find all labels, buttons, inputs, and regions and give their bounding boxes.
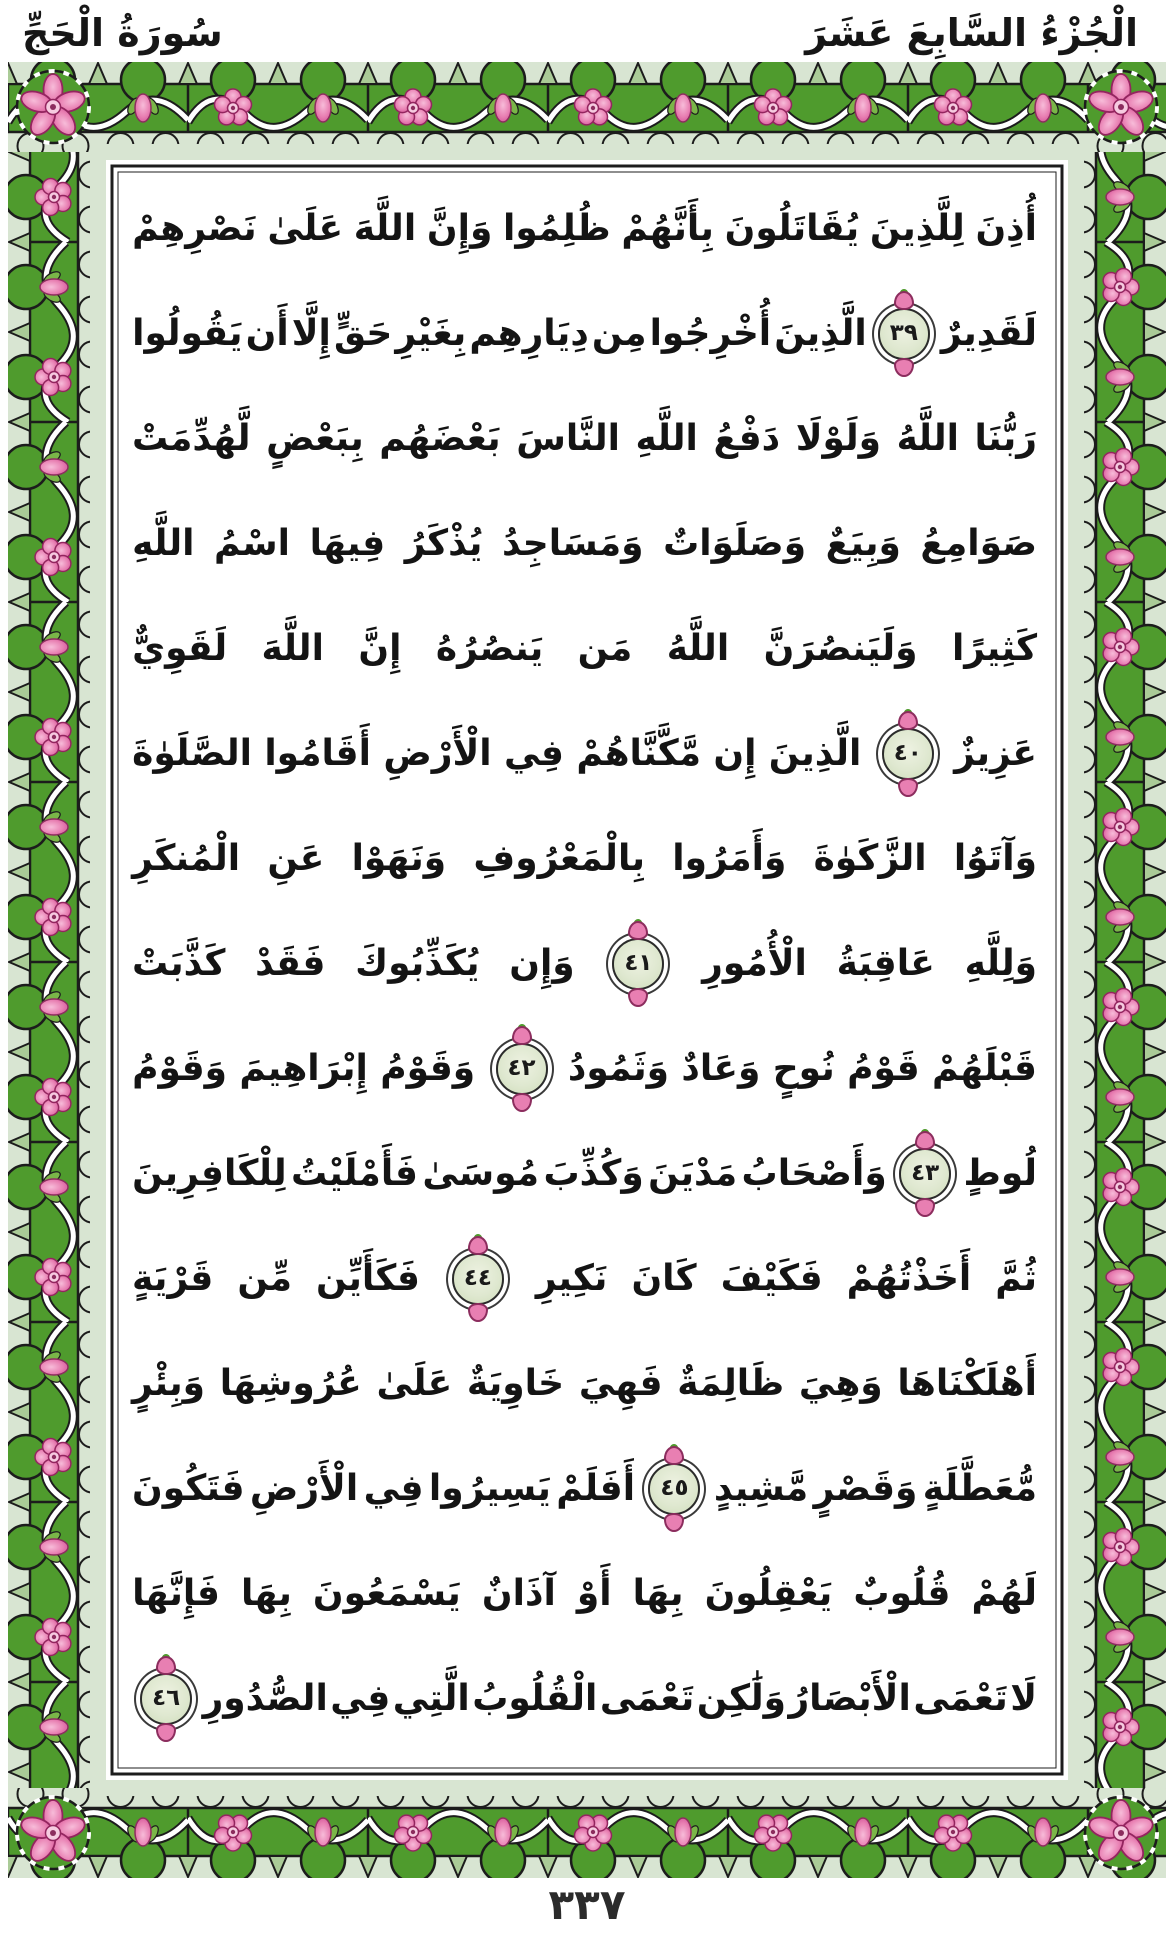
ayah-word: اللَّهِ bbox=[132, 523, 195, 564]
ayah-word: ثُمَّ bbox=[995, 1258, 1037, 1299]
ayah-word: وَقَوْمُ bbox=[132, 1048, 228, 1089]
ayah-word: الصَّلَوٰةَ bbox=[132, 733, 252, 774]
ayah-word: رَبُّنَا bbox=[974, 418, 1037, 459]
ayah-word: عَنِ bbox=[267, 838, 325, 879]
ayah-word: مِن bbox=[591, 313, 647, 354]
quran-line bbox=[132, 1646, 1037, 1751]
ayah-word: اللَّهُ bbox=[666, 628, 730, 669]
ayah-word: حَقٍّ bbox=[333, 313, 393, 354]
ayah-word: وَعَادٌ bbox=[681, 1048, 761, 1089]
surah-header-label: سُورَةُ الْحَجِّ bbox=[22, 11, 223, 55]
ayah-word: ظُلِمُوا bbox=[503, 208, 611, 249]
ayah-word: لِلَّذِينَ bbox=[869, 208, 965, 249]
ayah-number-marker bbox=[878, 308, 930, 360]
ayah-word: الْقُلُوبُ bbox=[472, 1678, 598, 1719]
ayah-word: عَزِيزٌ bbox=[954, 733, 1037, 774]
ayah-word: وَأَمَرُوا bbox=[672, 838, 787, 879]
quran-line bbox=[132, 1541, 1037, 1646]
ayah-word: نَصْرِهِمْ bbox=[132, 208, 257, 249]
ayah-word: بَعْضَهُم bbox=[379, 418, 501, 459]
ayah-word: وَإِن bbox=[509, 943, 575, 984]
ayah-word: أُخْرِجُوا bbox=[649, 313, 772, 354]
ayah-word: وَإِنَّ bbox=[426, 208, 493, 249]
ayah-word: اللَّهُ bbox=[896, 418, 959, 459]
ayah-word: يُذْكَرُ bbox=[404, 523, 483, 564]
ayah-word: عَلَىٰ bbox=[267, 208, 344, 249]
ayah-word: اسْمُ bbox=[214, 523, 291, 564]
ayah-word: عَلَىٰ bbox=[376, 1363, 453, 1404]
ayah-number: ٤٣ bbox=[911, 1160, 940, 1186]
ayah-word: يُقَاتَلُونَ bbox=[724, 208, 860, 249]
ayah-word: بِبَعْضٍ bbox=[266, 418, 364, 459]
ayah-word: وَقَوْمُ bbox=[380, 1048, 476, 1089]
border-bottom-strip bbox=[8, 1788, 1166, 1878]
ayah-word: يَسْمَعُونَ bbox=[312, 1573, 461, 1614]
ayah-number-marker bbox=[899, 1148, 951, 1200]
ayah-number: ٤٦ bbox=[152, 1685, 181, 1711]
ayah-word: وَأَصْحَابُ bbox=[741, 1153, 887, 1194]
ayah-word: الْأَرْضِ bbox=[383, 733, 492, 774]
ayah-word: الْأَبْصَارُ bbox=[788, 1678, 911, 1719]
ayah-number-marker bbox=[648, 1463, 700, 1515]
ayah-word: كَذَّبَتْ bbox=[132, 943, 226, 984]
ayah-word: ظَالِمَةٌ bbox=[677, 1363, 785, 1404]
ayah-word: يَسِيرُوا bbox=[428, 1468, 551, 1509]
ayah-word: بِهَا bbox=[241, 1573, 292, 1614]
ayah-word: وَقَصْرٍ bbox=[813, 1468, 918, 1509]
ayah-word: لَا bbox=[1010, 1678, 1037, 1719]
ayah-word: مِّن bbox=[237, 1258, 292, 1299]
ayah-word: وَمَسَاجِدُ bbox=[501, 523, 644, 564]
corner-rosette-top-right bbox=[1085, 71, 1157, 143]
ayah-word: لِلْكَافِرِينَ bbox=[132, 1153, 287, 1194]
ayah-word: فَأَمْلَيْتُ bbox=[291, 1153, 418, 1194]
ayah-word: بِغَيْرِ bbox=[395, 313, 467, 354]
ayah-word: الْمُنكَرِ bbox=[132, 838, 241, 879]
ayah-number: ٤٤ bbox=[463, 1265, 492, 1291]
ayah-word: نُوحٍ bbox=[772, 1048, 835, 1089]
ayah-word: فَكَيْفَ bbox=[720, 1258, 823, 1299]
ayah-word: دَفْعُ bbox=[713, 418, 781, 459]
ayah-word: فَتَكُونَ bbox=[132, 1468, 245, 1509]
page-number: ٣٣٧ bbox=[548, 1880, 626, 1929]
ayah-word: قَوْمُ bbox=[847, 1048, 920, 1089]
ayah-word: أَن bbox=[245, 313, 289, 354]
ayah-word: وَلِلَّهِ bbox=[964, 943, 1037, 984]
border-right-strip bbox=[1076, 152, 1166, 1788]
ayah-word: أَخَذْتُهُمْ bbox=[846, 1258, 972, 1299]
quran-line bbox=[132, 596, 1037, 701]
corner-rosette-bottom-right bbox=[1085, 1797, 1157, 1869]
corner-rosette-top-left bbox=[17, 71, 89, 143]
ayah-word: وَبِئْرٍ bbox=[132, 1363, 206, 1404]
ayah-word: وَلَوْلَا bbox=[795, 418, 881, 459]
ayah-word: كَانَ bbox=[631, 1258, 697, 1299]
ayah-word: مُوسَىٰ bbox=[422, 1153, 540, 1194]
ayah-word: إِلَّا bbox=[291, 313, 331, 354]
ayah-word: بِهَا bbox=[632, 1573, 684, 1614]
ayah-word: الْأُمُورِ bbox=[702, 943, 807, 984]
ayah-word: لُوطٍ bbox=[963, 1153, 1037, 1194]
ayah-word: بِأَنَّهُمْ bbox=[621, 208, 714, 249]
ayah-word: عَاقِبَةُ bbox=[836, 943, 935, 984]
quran-text-block bbox=[132, 176, 1037, 1751]
ayah-word: اللَّهَ bbox=[261, 628, 324, 669]
ayah-word: نَكِيرِ bbox=[535, 1258, 608, 1299]
ayah-word: أُذِنَ bbox=[975, 208, 1037, 249]
ayah-word: مَدْيَنَ bbox=[648, 1153, 738, 1194]
quran-line bbox=[132, 176, 1037, 281]
ayah-number-marker bbox=[882, 728, 934, 780]
ayah-word: فِي bbox=[330, 1678, 391, 1719]
ayah-word: لَّهُدِّمَتْ bbox=[132, 418, 251, 459]
ayah-word: لَقَدِيرٌ bbox=[940, 313, 1037, 354]
ayah-number-marker bbox=[612, 938, 664, 990]
corner-rosette-bottom-left bbox=[17, 1797, 89, 1869]
quran-line bbox=[132, 701, 1037, 806]
ayah-word: مُّعَطَّلَةٍ bbox=[922, 1468, 1037, 1509]
quran-line bbox=[132, 1226, 1037, 1331]
ayah-word: الَّذِينَ bbox=[768, 733, 862, 774]
border-left-strip bbox=[8, 152, 98, 1788]
ayah-word: اللَّهَ bbox=[353, 208, 417, 249]
ayah-word: لَهُمْ bbox=[971, 1573, 1037, 1614]
ayah-word: آذَانٌ bbox=[481, 1573, 556, 1614]
ayah-word: وَبِيَعٌ bbox=[825, 523, 901, 564]
ayah-word: مَن bbox=[577, 628, 633, 669]
border-top-strip bbox=[8, 62, 1166, 152]
ayah-number: ٤٢ bbox=[507, 1055, 536, 1081]
ayah-word: وَلَٰكِن bbox=[696, 1678, 786, 1719]
ayah-word: فِي bbox=[504, 733, 564, 774]
quran-line bbox=[132, 1436, 1037, 1541]
ayah-word: دِيَارِهِم bbox=[469, 313, 589, 354]
ayah-number: ٤٠ bbox=[893, 740, 922, 766]
ayah-word: يَعْقِلُونَ bbox=[704, 1573, 833, 1614]
ayah-word: وَصَلَوَاتٌ bbox=[663, 523, 807, 564]
ayah-word: الصُّدُورِ bbox=[202, 1678, 328, 1719]
ayah-word: تَعْمَى bbox=[913, 1678, 1008, 1719]
ayah-word: يَقُولُوا bbox=[132, 313, 243, 354]
ayah-word: أَقَامُوا bbox=[264, 733, 371, 774]
ayah-word: أَفَلَمْ bbox=[556, 1468, 636, 1509]
ayah-word: النَّاسَ bbox=[516, 418, 620, 459]
quran-line bbox=[132, 1016, 1037, 1121]
ayah-word: فَهِيَ bbox=[578, 1363, 663, 1404]
ayah-word: الزَّكَوٰةَ bbox=[813, 838, 927, 879]
ayah-word: يُكَذِّبُوكَ bbox=[355, 943, 480, 984]
ayah-number: ٣٩ bbox=[889, 320, 918, 346]
ayah-word: لَقَوِيٌّ bbox=[132, 628, 228, 669]
ayah-word: الَّذِينَ bbox=[774, 313, 867, 354]
ayah-word: إِن bbox=[713, 733, 757, 774]
ayah-word: كَثِيرًا bbox=[951, 628, 1037, 669]
ayah-word: فِيهَا bbox=[309, 523, 386, 564]
ayah-word: خَاوِيَةٌ bbox=[466, 1363, 565, 1404]
ayah-number: ٤٥ bbox=[660, 1475, 689, 1501]
ayah-word: صَوَامِعُ bbox=[920, 523, 1037, 564]
ayah-number: ٤١ bbox=[624, 950, 653, 976]
ayah-word: فَقَدْ bbox=[255, 943, 326, 984]
ayah-word: أَوْ bbox=[576, 1573, 612, 1614]
juz-header-label: الْجُزْءُ السَّابِعَ عَشَرَ bbox=[805, 11, 1138, 55]
ayah-word: إِنَّ bbox=[358, 628, 402, 669]
ayah-word: الْأَرْضِ bbox=[249, 1468, 359, 1509]
ayah-number-marker bbox=[452, 1253, 504, 1305]
ayah-word: بِالْمَعْرُوفِ bbox=[473, 838, 645, 879]
quran-line bbox=[132, 1121, 1037, 1226]
ayah-word: وَنَهَوْا bbox=[351, 838, 447, 879]
ayah-word: فَكَأَيِّن bbox=[315, 1258, 420, 1299]
ayah-word: اللَّهِ bbox=[635, 418, 698, 459]
ayah-word: عُرُوشِهَا bbox=[219, 1363, 362, 1404]
quran-line bbox=[132, 806, 1037, 911]
ayah-word: مَّشِيدٍ bbox=[713, 1468, 809, 1509]
quran-line bbox=[132, 911, 1037, 1016]
ayah-word: تَعْمَى bbox=[599, 1678, 695, 1719]
ayah-word: قُلُوبٌ bbox=[853, 1573, 951, 1614]
quran-line bbox=[132, 281, 1037, 386]
ayah-word: إِبْرَاهِيمَ bbox=[239, 1048, 368, 1089]
ayah-word: أَهْلَكْنَاهَا bbox=[897, 1363, 1037, 1404]
ayah-word: فَإِنَّهَا bbox=[132, 1573, 220, 1614]
ayah-word: وَآتَوُا bbox=[953, 838, 1037, 879]
ayah-word: مَّكَّنَّاهُمْ bbox=[576, 733, 701, 774]
ayah-word: وَلَيَنصُرَنَّ bbox=[763, 628, 918, 669]
quran-line bbox=[132, 491, 1037, 596]
quran-line bbox=[132, 386, 1037, 491]
ayah-word: وَكُذِّبَ bbox=[543, 1153, 644, 1194]
ayah-word: يَنصُرُهُ bbox=[435, 628, 544, 669]
ayah-word: فِي bbox=[363, 1468, 424, 1509]
ayah-number-marker bbox=[496, 1043, 548, 1095]
ayah-number-marker bbox=[140, 1673, 192, 1725]
ayah-word: وَهِيَ bbox=[798, 1363, 883, 1404]
ayah-word: الَّتِي bbox=[392, 1678, 470, 1719]
quran-line bbox=[132, 1331, 1037, 1436]
ayah-word: قَبْلَهُمْ bbox=[932, 1048, 1037, 1089]
ayah-word: وَثَمُودُ bbox=[567, 1048, 669, 1089]
ayah-word: قَرْيَةٍ bbox=[132, 1258, 214, 1299]
